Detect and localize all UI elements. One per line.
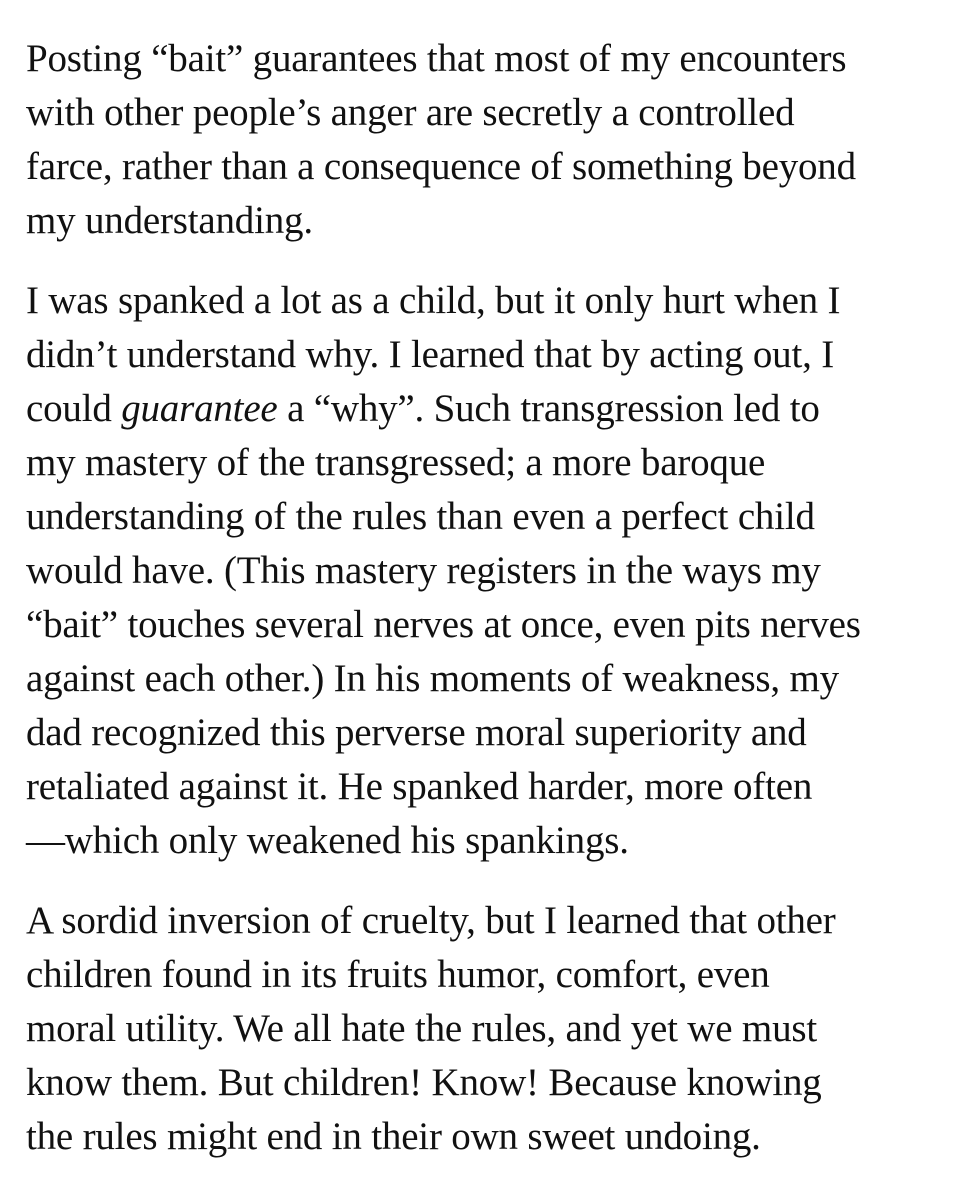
text-segment: a “why”. Such transgression led to [277,387,820,430]
paragraph-3 [26,894,936,1164]
text-line: know them. But children! Know! Because knowing [26,1061,822,1104]
text-line: against each other.) In his moments of weakness, my [26,657,839,700]
text-line: understanding of the rules than even a perfect child [26,495,815,538]
paragraph-2 [26,274,936,868]
text-line: moral utility. We all hate the rules, and yet we must [26,1007,817,1050]
text-line: “bait” touches several nerves at once, even pits nerves [26,603,861,646]
text-segment: could [26,387,122,430]
text-line: my mastery of the transgressed; a more baroque [26,441,766,484]
text-line: would have. (This mastery registers in the ways my [26,549,821,592]
text-line: A sordid inversion of cruelty, but I learned that other [26,899,836,942]
text-line: children found in its fruits humor, comfort, even [26,953,770,996]
emphasized-word: guarantee [121,387,278,430]
text-line: with other people’s anger are secretly a controlled [26,91,795,134]
text-line: Posting “bait” guarantees that most of my encounters [26,37,847,80]
text-line: dad recognized this perverse moral superiority and [26,711,807,754]
text-line-with-emphasis [26,382,936,436]
text-line: —which only weakened his spankings. [26,819,629,862]
text-line: farce, rather than a consequence of something beyond [26,145,856,188]
text-line: didn’t understand why. I learned that by acting out, I [26,333,834,376]
text-line: I was spanked a lot as a child, but it only hurt when I [26,279,841,322]
text-line: the rules might end in their own sweet undoing. [26,1115,761,1158]
text-line: my understanding. [26,199,313,242]
paragraph-1 [26,32,936,248]
text-line: retaliated against it. He spanked harder, more often [26,765,813,808]
